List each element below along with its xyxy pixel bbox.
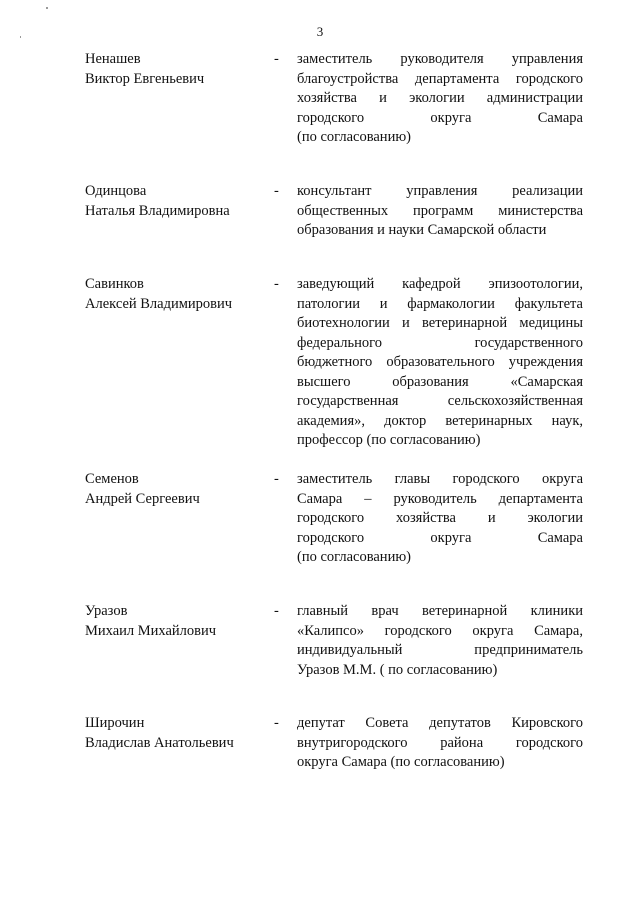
separator-dash: - [274, 471, 279, 487]
member-surname: Широчин [85, 715, 145, 731]
position-line: депутат Совета депутатов Кировского [297, 715, 583, 731]
position-line: заместитель руководителя управления [297, 51, 583, 67]
position-line: Уразов М.М. ( по согласованию) [297, 661, 498, 678]
position-line: профессор (по согласованию) [297, 432, 481, 448]
member-name [85, 602, 275, 641]
position-line: благоустройства департамента городского [297, 70, 583, 87]
position-line: внутригородского района городского [297, 734, 583, 751]
position-line: биотехнологии и ветеринарной медицины [297, 315, 583, 331]
scan-speck [46, 7, 48, 9]
member-position [297, 714, 583, 773]
member-given-names: Андрей Сергеевич [85, 490, 200, 507]
member-position [297, 182, 583, 241]
member-surname: Одинцова [85, 183, 147, 199]
separator-dash: - [274, 276, 279, 292]
position-line: академия», доктор ветеринарных наук, [297, 412, 583, 429]
position-line: Самара – руководитель департамента [297, 490, 583, 507]
position-line: патологии и фармакологии факультета [297, 295, 583, 312]
member-given-names: Наталья Владимировна [85, 202, 230, 219]
member-name [85, 470, 275, 509]
member-given-names: Алексей Владимирович [85, 295, 233, 312]
position-line: городского хозяйства и экологии [297, 510, 583, 526]
position-line: городского округа Самара [297, 109, 583, 126]
position-line: (по согласованию) [297, 129, 411, 145]
member-surname: Савинков [85, 276, 144, 292]
position-line: индивидуальный предприниматель [297, 642, 583, 658]
member-name [85, 714, 275, 753]
position-line: «Калипсо» городского округа Самара, [297, 622, 583, 639]
member-given-names: Михаил Михайлович [85, 622, 217, 639]
member-position [297, 275, 583, 451]
member-position [297, 602, 583, 680]
position-line: округа Самара (по согласованию) [297, 754, 505, 770]
position-line: консультант управления реализации [297, 183, 583, 199]
position-line: бюджетного образовательного учреждения [297, 354, 583, 370]
separator-dash: - [274, 715, 279, 731]
position-line: главный врач ветеринарной клиники [297, 603, 583, 619]
position-line: общественных программ министерства [297, 202, 583, 219]
member-name [85, 50, 275, 89]
position-line: государственная сельскохозяйственная [297, 393, 583, 409]
separator-dash: - [274, 183, 279, 199]
member-position [297, 470, 583, 568]
member-surname: Ненашев [85, 51, 141, 67]
member-surname: Уразов [85, 603, 128, 619]
page-number: 3 [316, 24, 324, 39]
member-name [85, 182, 275, 221]
position-line: высшего образования «Самарская [297, 373, 583, 390]
member-given-names: Владислав Анатольевич [85, 734, 234, 751]
position-line: (по согласованию) [297, 549, 411, 565]
position-line: заведующий кафедрой эпизоотологии, [297, 276, 583, 292]
separator-dash: - [274, 51, 279, 67]
separator-dash: - [274, 603, 279, 619]
member-name [85, 275, 275, 314]
position-line: городского округа Самара [297, 529, 583, 546]
position-line: заместитель главы городского округа [297, 471, 583, 487]
member-position [297, 50, 583, 148]
member-given-names: Виктор Евгеньевич [85, 70, 205, 87]
member-surname: Семенов [85, 471, 139, 487]
position-line: хозяйства и экологии администрации [297, 90, 583, 106]
position-line: федерального государственного [297, 334, 583, 351]
position-line: образования и науки Самарской области [297, 222, 547, 238]
